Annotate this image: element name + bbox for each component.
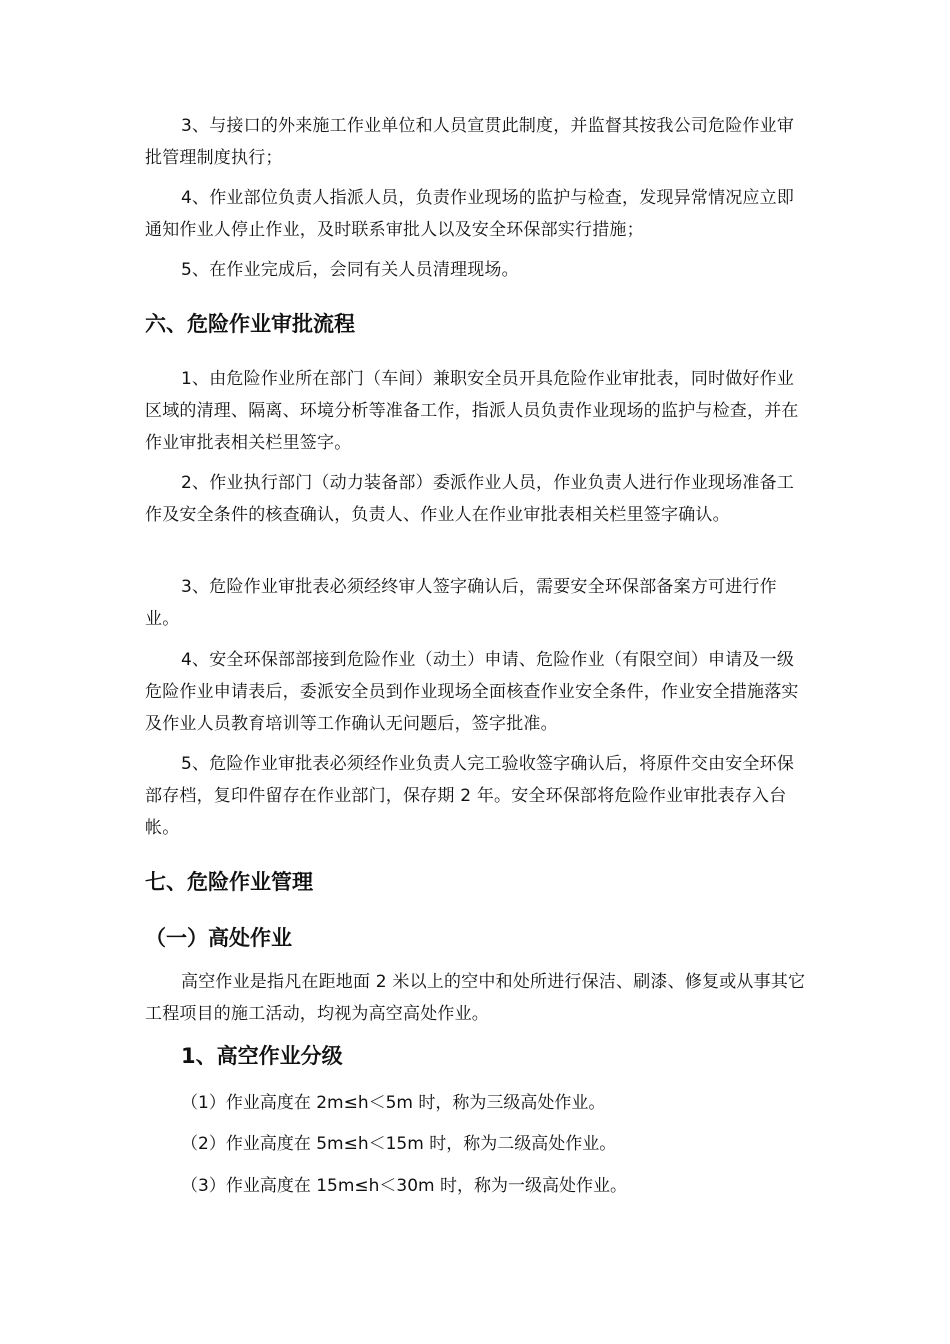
paragraph-six-2: 2、作业执行部门（动力装备部）委派作业人员，作业负责人进行作业现场准备工作及安全条件的核查确认，负责人、作业人在作业审批表相关栏里签字确认。 [145, 473, 795, 525]
paragraph-six-3: 3、危险作业审批表必须经终审人签字确认后，需要安全环保部备案方可进行作业。 [145, 577, 777, 629]
list-item-level-1: （3）作业高度在 15m≤h＜30m 时，称为一级高处作业。 [181, 1176, 628, 1196]
paragraph-intro-5: 5、在作业完成后，会同有关人员清理现场。 [181, 260, 519, 280]
section-heading-six: 六、危险作业审批流程 [145, 312, 355, 336]
list-item-level-2: （2）作业高度在 5m≤h＜15m 时，称为二级高处作业。 [181, 1134, 617, 1154]
list-item-level-3: （1）作业高度在 2m≤h＜5m 时，称为三级高处作业。 [181, 1093, 606, 1113]
paragraph-six-5: 5、危险作业审批表必须经作业负责人完工验收签字确认后，将原件交由安全环保部存档，复印件留存在作业部门，保存期 2 年。安全环保部将危险作业审批表存入台帐。 [145, 754, 795, 838]
subsubsection-heading-classification: 1、高空作业分级 [181, 1044, 343, 1068]
section-heading-seven: 七、危险作业管理 [145, 870, 313, 894]
subsection-heading-high-work: （一）高处作业 [145, 926, 292, 950]
paragraph-intro-4: 4、作业部位负责人指派人员，负责作业现场的监护与检查，发现异常情况应立即通知作业人停止作业，及时联系审批人以及安全环保部实行措施； [145, 188, 795, 240]
paragraph-high-work-definition: 高空作业是指凡在距地面 2 米以上的空中和处所进行保洁、刷漆、修复或从事其它工程项目的施工活动，均视为高空高处作业。 [145, 972, 806, 1024]
paragraph-intro-3: 3、与接口的外来施工作业单位和人员宣贯此制度，并监督其按我公司危险作业审批管理制度执行； [145, 116, 795, 168]
paragraph-six-4: 4、安全环保部部接到危险作业（动土）申请、危险作业（有限空间）申请及一级危险作业申请表后，委派安全员到作业现场全面核查作业安全条件，作业安全措施落实及作业人员教育培训等工作确认无问题后，签字批准。 [145, 650, 799, 734]
paragraph-six-1: 1、由危险作业所在部门（车间）兼职安全员开具危险作业审批表，同时做好作业区域的清理、隔离、环境分析等准备工作，指派人员负责作业现场的监护与检查，并在作业审批表相关栏里签字。 [145, 369, 799, 453]
